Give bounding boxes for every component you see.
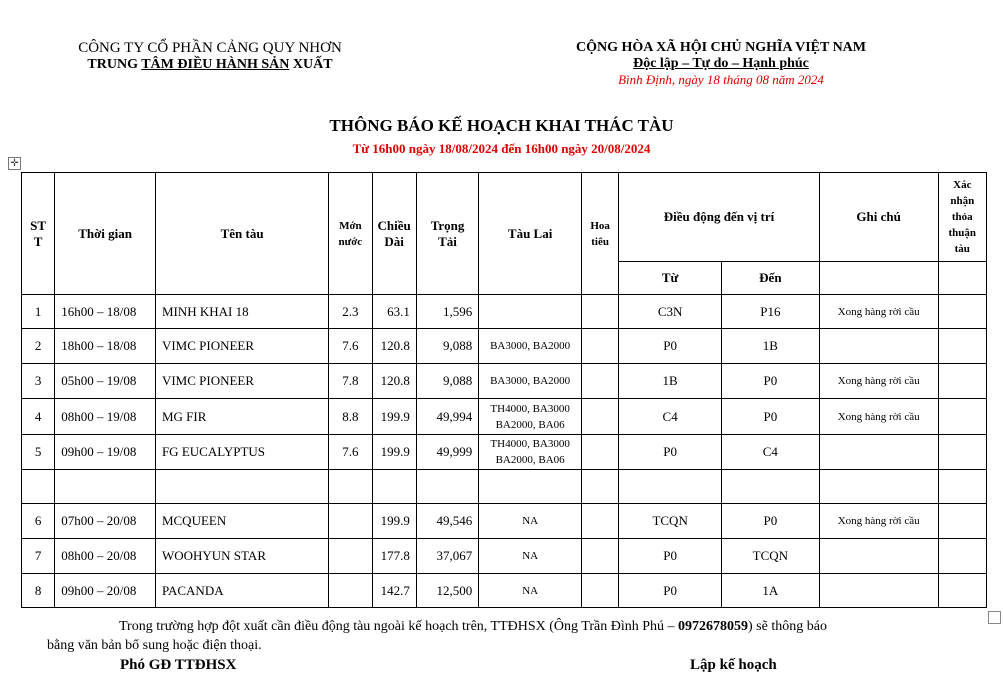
cell-ship: VIMC PIONEER (155, 329, 328, 364)
national-motto: Độc lập – Tự do – Hạnh phúc (633, 56, 809, 71)
cell-tug (479, 539, 582, 574)
cell-tug-line-1: NA (522, 584, 539, 597)
signature-right: Lập kế hoạch (690, 657, 777, 673)
cell-draft (329, 539, 372, 574)
cell-draft (329, 470, 372, 504)
cell-length: 199.9 (372, 504, 416, 539)
cell-length: 142.7 (372, 574, 416, 608)
cell-note (819, 574, 938, 608)
table-row (22, 435, 987, 470)
table-row (22, 364, 987, 399)
department-suffix: XUẤT (289, 57, 333, 72)
cell-pilot (582, 504, 619, 539)
cell-pilot (582, 435, 619, 470)
cell-length: 199.9 (372, 435, 416, 470)
col-header-tonnage: Trọng Tải (416, 173, 478, 295)
cell-tug (479, 399, 582, 435)
table-row (22, 574, 987, 608)
notice-text-end: ) sẽ thông báo (748, 619, 827, 634)
cell-draft: 8.8 (329, 399, 372, 435)
country-name: CỘNG HÒA XÃ HỘI CHỦ NGHĨA VIỆT NAM (575, 40, 866, 55)
cell-time (55, 470, 156, 504)
table-body (22, 295, 987, 608)
notice-line-1 (47, 617, 947, 636)
cell-ship (155, 470, 328, 504)
cell-time: 16h00 – 18/08 (55, 295, 156, 329)
cell-length: 120.8 (372, 329, 416, 364)
col-header-stt: ST T (22, 173, 55, 295)
cell-to: C4 (722, 435, 820, 470)
cell-ship: MCQUEEN (155, 504, 328, 539)
cell-confirm (938, 539, 986, 574)
cell-to: 1B (722, 329, 820, 364)
col-header-tug: Tàu Lai (479, 173, 582, 295)
cell-stt: 5 (22, 435, 55, 470)
cell-draft: 7.8 (329, 364, 372, 399)
col-header-note-sub (819, 262, 938, 295)
cell-confirm (938, 504, 986, 539)
cell-to: P0 (722, 399, 820, 435)
cell-pilot (582, 364, 619, 399)
cell-length: 199.9 (372, 399, 416, 435)
cell-tonnage: 49,994 (416, 399, 478, 435)
cell-tonnage: 37,067 (416, 539, 478, 574)
col-header-confirm: Xác nhận thỏa thuận tàu (938, 173, 986, 262)
department-prefix: TRUNG (87, 57, 142, 72)
col-header-from: Từ (619, 262, 722, 295)
cell-to (722, 470, 820, 504)
cell-from: P0 (619, 435, 722, 470)
header-left (60, 40, 360, 73)
cell-note: Xong hàng rời cầu (819, 295, 938, 329)
cell-tug-line-1: TH4000, BA3000 (490, 402, 570, 415)
cell-ship: MINH KHAI 18 (155, 295, 328, 329)
cell-tug (479, 470, 582, 504)
col-header-length: Chiều Dài (372, 173, 416, 295)
cell-length: 177.8 (372, 539, 416, 574)
cell-stt: 8 (22, 574, 55, 608)
cell-tug (479, 295, 582, 329)
cell-time: 05h00 – 19/08 (55, 364, 156, 399)
cell-to: P16 (722, 295, 820, 329)
cell-time: 18h00 – 18/08 (55, 329, 156, 364)
table-row (22, 329, 987, 364)
cell-from: 1B (619, 364, 722, 399)
cell-pilot (582, 329, 619, 364)
cell-from: P0 (619, 574, 722, 608)
cell-note: Xong hàng rời cầu (819, 504, 938, 539)
col-header-move: Điều động đến vị trí (619, 173, 819, 262)
contact-phone: 0972678059 (678, 619, 749, 634)
cell-pilot (582, 574, 619, 608)
col-header-ship: Tên tàu (155, 173, 328, 295)
cell-to: P0 (722, 364, 820, 399)
cell-stt (22, 470, 55, 504)
cell-stt: 2 (22, 329, 55, 364)
notice-paragraph (47, 617, 947, 655)
cell-from: C3N (619, 295, 722, 329)
cell-draft: 2.3 (329, 295, 372, 329)
cell-tug (479, 504, 582, 539)
table-row (22, 399, 987, 435)
cell-tug-line-2: BA2000, BA06 (495, 418, 565, 431)
cell-stt: 6 (22, 504, 55, 539)
cell-stt: 4 (22, 399, 55, 435)
department-underlined: TÂM ĐIỀU HÀNH SẢN (141, 57, 290, 72)
cell-confirm (938, 399, 986, 435)
cell-note (819, 470, 938, 504)
cell-draft: 7.6 (329, 435, 372, 470)
cell-confirm (938, 574, 986, 608)
department-name (60, 57, 360, 73)
cell-draft (329, 574, 372, 608)
table-row (22, 470, 987, 504)
cell-draft: 7.6 (329, 329, 372, 364)
cell-tug (479, 574, 582, 608)
header-right (555, 40, 887, 88)
table-resize-handle-icon[interactable] (988, 611, 1001, 624)
cell-ship: PACANDA (155, 574, 328, 608)
cell-note: Xong hàng rời cầu (819, 399, 938, 435)
cell-to: 1A (722, 574, 820, 608)
table-move-handle-icon[interactable]: ✛ (8, 157, 21, 170)
document-title: THÔNG BÁO KẾ HOẠCH KHAI THÁC TÀU (329, 116, 674, 135)
cell-tug-line-1: NA (522, 515, 539, 527)
cell-time: 08h00 – 20/08 (55, 539, 156, 574)
cell-length: 120.8 (372, 364, 416, 399)
table-row (22, 539, 987, 574)
table-row (22, 295, 987, 329)
cell-time: 07h00 – 20/08 (55, 504, 156, 539)
place-date: Bình Định, ngày 18 tháng 08 năm 2024 (618, 72, 824, 87)
col-header-to: Đến (722, 262, 820, 295)
cell-from: TCQN (619, 504, 722, 539)
cell-from: P0 (619, 329, 722, 364)
col-header-note: Ghi chú (819, 173, 938, 262)
cell-pilot (582, 470, 619, 504)
company-name: CÔNG TY CỔ PHẦN CẢNG QUY NHƠN (78, 40, 342, 56)
cell-time: 09h00 – 20/08 (55, 574, 156, 608)
cell-confirm (938, 435, 986, 470)
ship-plan-table (21, 172, 987, 608)
cell-tonnage (416, 470, 478, 504)
cell-tug-line-2: BA2000, BA06 (495, 454, 565, 466)
cell-tug (479, 364, 582, 399)
cell-tonnage: 9,088 (416, 364, 478, 399)
col-header-time: Thời gian (55, 173, 156, 295)
cell-time: 09h00 – 19/08 (55, 435, 156, 470)
notice-line-2: bằng văn bản bổ sung hoặc điện thoại. (47, 638, 262, 653)
col-header-draft: Mớn nước (329, 173, 372, 295)
cell-tug (479, 329, 582, 364)
cell-ship: MG FIR (155, 399, 328, 435)
signature-left: Phó GĐ TTĐHSX (120, 657, 237, 673)
document-subtitle: Từ 16h00 ngày 18/08/2024 đến 16h00 ngày 20/08/2024 (352, 141, 651, 156)
cell-draft (329, 504, 372, 539)
cell-stt: 1 (22, 295, 55, 329)
cell-pilot (582, 539, 619, 574)
cell-note (819, 539, 938, 574)
cell-tonnage: 12,500 (416, 574, 478, 608)
cell-to: TCQN (722, 539, 820, 574)
cell-from: P0 (619, 539, 722, 574)
cell-pilot (582, 295, 619, 329)
notice-text: Trong trường hợp đột xuất cần điều động tàu ngoài kế hoạch trên, TTĐHSX (Ông Trần Đình Phú – (119, 619, 679, 634)
cell-tug-line-1: BA3000, BA2000 (490, 340, 571, 352)
cell-to: P0 (722, 504, 820, 539)
cell-tonnage: 49,999 (416, 435, 478, 470)
col-header-pilot: Hoa tiêu (582, 173, 619, 295)
cell-from: C4 (619, 399, 722, 435)
cell-note: Xong hàng rời cầu (819, 364, 938, 399)
cell-tonnage: 1,596 (416, 295, 478, 329)
cell-stt: 3 (22, 364, 55, 399)
cell-confirm (938, 295, 986, 329)
cell-tonnage: 9,088 (416, 329, 478, 364)
col-header-confirm-sub (938, 262, 986, 295)
cell-length: 63.1 (372, 295, 416, 329)
cell-ship: WOOHYUN STAR (155, 539, 328, 574)
cell-note (819, 329, 938, 364)
cell-stt: 7 (22, 539, 55, 574)
cell-tug-line-1: BA3000, BA2000 (490, 375, 571, 387)
table-row (22, 504, 987, 539)
cell-length (372, 470, 416, 504)
cell-tug-line-1: NA (522, 550, 539, 562)
cell-ship: VIMC PIONEER (155, 364, 328, 399)
cell-note (819, 435, 938, 470)
cell-from (619, 470, 722, 504)
cell-pilot (582, 399, 619, 435)
cell-tug-line-1: TH4000, BA3000 (490, 438, 570, 450)
cell-ship: FG EUCALYPTUS (155, 435, 328, 470)
cell-confirm (938, 470, 986, 504)
cell-time: 08h00 – 19/08 (55, 399, 156, 435)
cell-confirm (938, 364, 986, 399)
cell-tonnage: 49,546 (416, 504, 478, 539)
cell-tug (479, 435, 582, 470)
cell-confirm (938, 329, 986, 364)
